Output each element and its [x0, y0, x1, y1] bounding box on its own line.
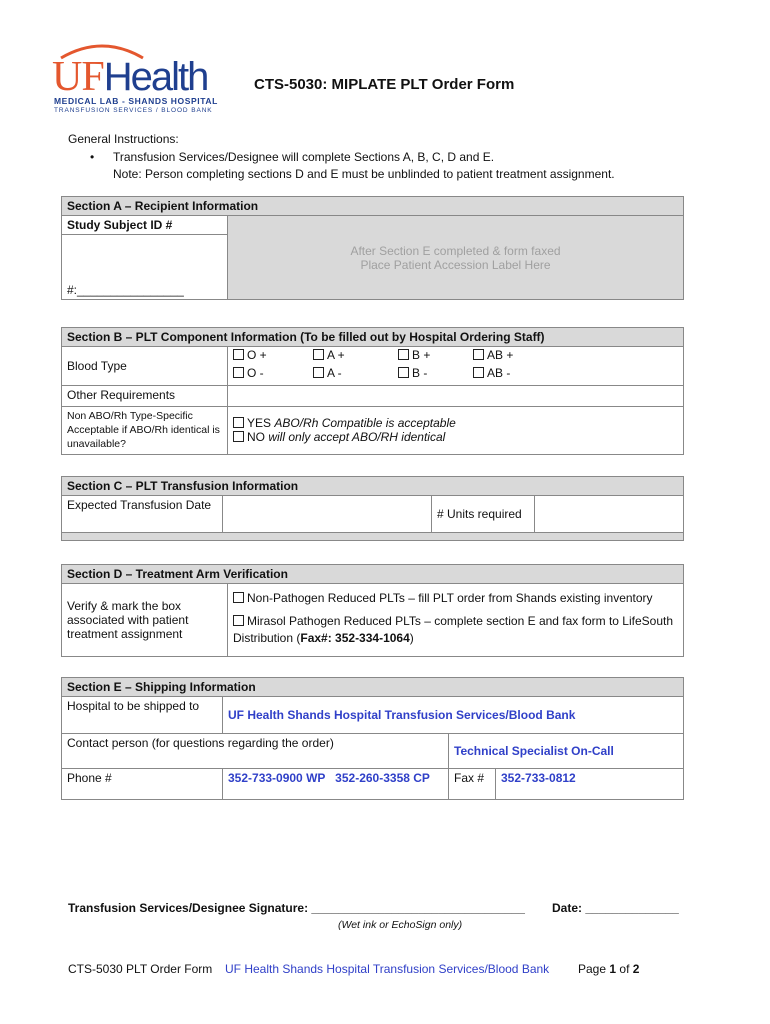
hospital-value: UF Health Shands Hospital Transfusion Services/Blood Bank: [228, 708, 576, 722]
signature-line[interactable]: Transfusion Services/Designee Signature: ________________________________: [68, 901, 525, 915]
phone-label: Phone #: [62, 769, 223, 800]
page-title: CTS-5030: MIPLATE PLT Order Form: [254, 76, 515, 93]
instructions-heading: General Instructions:: [68, 132, 179, 146]
blood-type-label: Blood Type: [62, 347, 228, 386]
transfusion-date-field[interactable]: [223, 496, 432, 533]
hospital-label: Hospital to be shipped to: [62, 697, 223, 734]
logo-line2: TRANSFUSION SERVICES / BLOOD BANK: [54, 107, 213, 114]
units-required-field[interactable]: [535, 496, 684, 533]
checkbox-yes[interactable]: YES ABO/Rh Compatible is acceptable: [233, 416, 678, 430]
section-a-header: Section A – Recipient Information: [62, 197, 684, 216]
placeholder-line1: After Section E completed & form faxed: [350, 243, 561, 258]
section-b-header: Section B – PLT Component Information (To be filled out by Hospital Ordering Staff): [62, 328, 684, 347]
verify-label: Verify & mark the box associated with patient treatment assignment: [62, 584, 228, 657]
section-e-table: [61, 677, 684, 800]
checkbox-a-pos[interactable]: A +: [313, 348, 345, 362]
signature-date[interactable]: Date: ______________: [552, 901, 679, 915]
checkbox-a-neg[interactable]: A -: [313, 366, 342, 380]
checkbox-b-pos[interactable]: B +: [398, 348, 430, 362]
section-e-header: Section E – Shipping Information: [62, 678, 684, 697]
checkbox-ab-neg[interactable]: AB -: [473, 366, 510, 380]
non-abo-label: Non ABO/Rh Type-Specific Acceptable if ABO/Rh identical is unavailable?: [62, 407, 228, 455]
instructions-bullet: Transfusion Services/Designee will complete Sections A, B, C, D and E.: [113, 150, 495, 164]
checkbox-o-pos[interactable]: O +: [233, 348, 267, 362]
footer-form: CTS-5030 PLT Order Form: [68, 962, 213, 976]
checkbox-b-neg[interactable]: B -: [398, 366, 427, 380]
checkbox-ab-pos[interactable]: AB +: [473, 348, 513, 362]
section-c-table: [61, 476, 684, 541]
fax-value: 352-733-0812: [501, 771, 576, 785]
blood-type-options: [228, 347, 684, 386]
contact-value: Technical Specialist On-Call: [454, 744, 614, 758]
signature-note: (Wet ink or EchoSign only): [338, 919, 463, 931]
other-requirements-field[interactable]: [228, 386, 684, 407]
logo-uf: UF: [52, 54, 104, 100]
section-d-header: Section D – Treatment Arm Verification: [62, 565, 684, 584]
study-subject-label: Study Subject ID #: [62, 216, 228, 235]
checkbox-no[interactable]: NO will only accept ABO/RH identical: [233, 430, 678, 444]
transfusion-date-label: Expected Transfusion Date: [62, 496, 223, 533]
study-subject-id-field[interactable]: [62, 235, 228, 300]
study-id-line: #:________________: [67, 283, 184, 297]
checkbox-mirasol[interactable]: Mirasol Pathogen Reduced PLTs – complete section E and fax form to LifeSouth Distribution (Fax#: 352-334-1064): [233, 613, 674, 645]
instructions-note: Note: Person completing sections D and E must be unblinded to patient treatment assignment.: [113, 167, 615, 181]
checkbox-non-pathogen[interactable]: Non-Pathogen Reduced PLTs – fill PLT order from Shands existing inventory: [233, 590, 678, 607]
section-a-table: [61, 196, 684, 300]
footer-org: UF Health Shands Hospital Transfusion Services/Blood Bank: [225, 962, 550, 976]
contact-label: Contact person (for questions regarding the order): [62, 734, 449, 769]
section-b-table: [61, 327, 684, 455]
other-requirements-label: Other Requirements: [62, 386, 228, 407]
accession-label-area[interactable]: [228, 216, 684, 300]
logo-line1: MEDICAL LAB - SHANDS HOSPITAL: [54, 96, 218, 106]
fax-label: Fax #: [449, 769, 496, 800]
logo-health: Health: [103, 55, 208, 99]
units-required-label: # Units required: [432, 496, 535, 533]
bullet-icon: •: [90, 150, 95, 164]
phone-value: 352-733-0900 WP 352-260-3358 CP: [228, 771, 430, 785]
logo: [52, 40, 222, 115]
section-d-table: [61, 564, 684, 657]
section-c-header: Section C – PLT Transfusion Information: [62, 477, 684, 496]
placeholder-line2: Place Patient Accession Label Here: [360, 257, 551, 272]
page-number: Page 1 of 2: [578, 962, 640, 976]
checkbox-o-neg[interactable]: O -: [233, 366, 264, 380]
